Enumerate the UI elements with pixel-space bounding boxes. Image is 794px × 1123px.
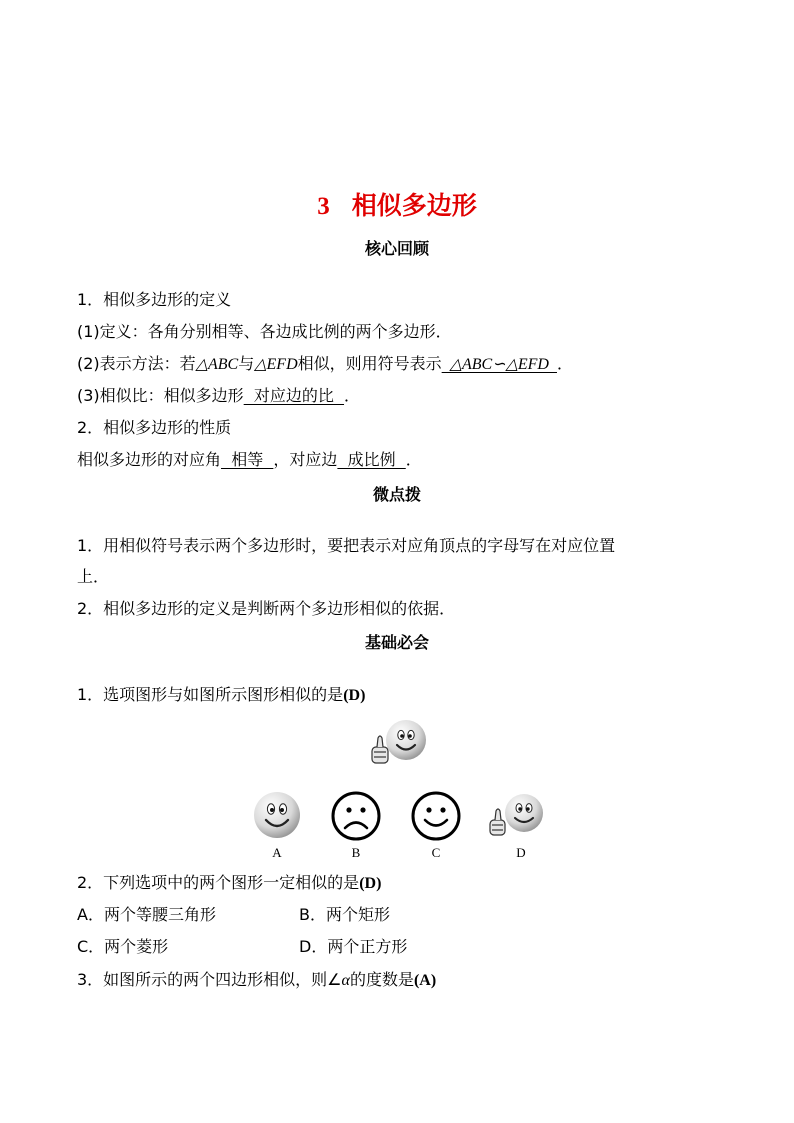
option-d-label: D — [516, 845, 526, 860]
option-b-label: B — [351, 845, 361, 860]
tip2: 2．相似多边形的定义是判断两个多边形相似的依据． — [77, 599, 456, 618]
q1-answer: (D) — [343, 687, 366, 704]
review-property: 相似多边形的对应角 相等 ，对应边 成比例 ． — [77, 450, 422, 469]
option-b-frown-figure — [330, 790, 382, 842]
question-1: 1．选项图形与如图所示图形相似的是(D) — [77, 685, 366, 704]
q2-option-c: C．两个菱形 — [77, 937, 169, 956]
title-text: 相似多边形 — [351, 191, 477, 220]
option-d-thumbs-up-smiley-figure — [486, 792, 546, 840]
q2-option-b: B．两个矩形 — [299, 905, 390, 924]
option-a-label: A — [272, 845, 282, 860]
alpha-symbol: α — [341, 972, 350, 989]
ratio-answer: 对应边的比 — [243, 386, 345, 405]
page-title — [0, 186, 794, 222]
review-notation: (2)表示方法：若△ABC与△EFD相似，则用符号表示 △ABC∽△EFD ． — [77, 354, 573, 373]
q2-answer: (D) — [359, 875, 382, 892]
option-a-smiley-figure — [252, 790, 302, 840]
review-definition: (1)定义：各角分别相等、各边成比例的两个多边形． — [77, 322, 452, 341]
title-number: 3 — [317, 193, 330, 220]
question-2: 2．下列选项中的两个图形一定相似的是(D) — [77, 873, 382, 892]
notation-answer: △ABC∽△EFD — [441, 356, 557, 373]
q2-option-d: D．两个正方形 — [299, 937, 408, 956]
tip1-line1: 1．用相似符号表示两个多边形时，要把表示对应角顶点的字母写在对应位置 — [77, 536, 616, 555]
angle-answer: 相等 — [221, 450, 274, 469]
triangle-efd: △EFD — [254, 356, 298, 373]
tip1-line2: 上． — [77, 567, 110, 586]
triangle-abc: △ABC — [195, 356, 239, 373]
option-c-label: C — [431, 845, 441, 860]
review-item1: 1．相似多边形的定义 — [77, 290, 232, 309]
question-3: 3．如图所示的两个四边形相似，则∠α的度数是(A) — [77, 970, 437, 989]
q3-answer: (A) — [413, 972, 437, 989]
option-c-smile-figure — [410, 790, 462, 842]
review-item2: 2．相似多边形的性质 — [77, 418, 232, 437]
q2-option-a: A．两个等腰三角形 — [77, 905, 216, 924]
review-ratio: (3)相似比：相似多边形 对应边的比 ． — [77, 386, 361, 405]
section-review-heading: 核心回顾 — [364, 239, 429, 258]
section-tips-heading: 微点拨 — [372, 485, 421, 504]
side-answer: 成比例 — [337, 450, 406, 469]
thumbs-up-smiley-figure — [366, 718, 430, 768]
section-basics-heading: 基础必会 — [364, 633, 429, 652]
